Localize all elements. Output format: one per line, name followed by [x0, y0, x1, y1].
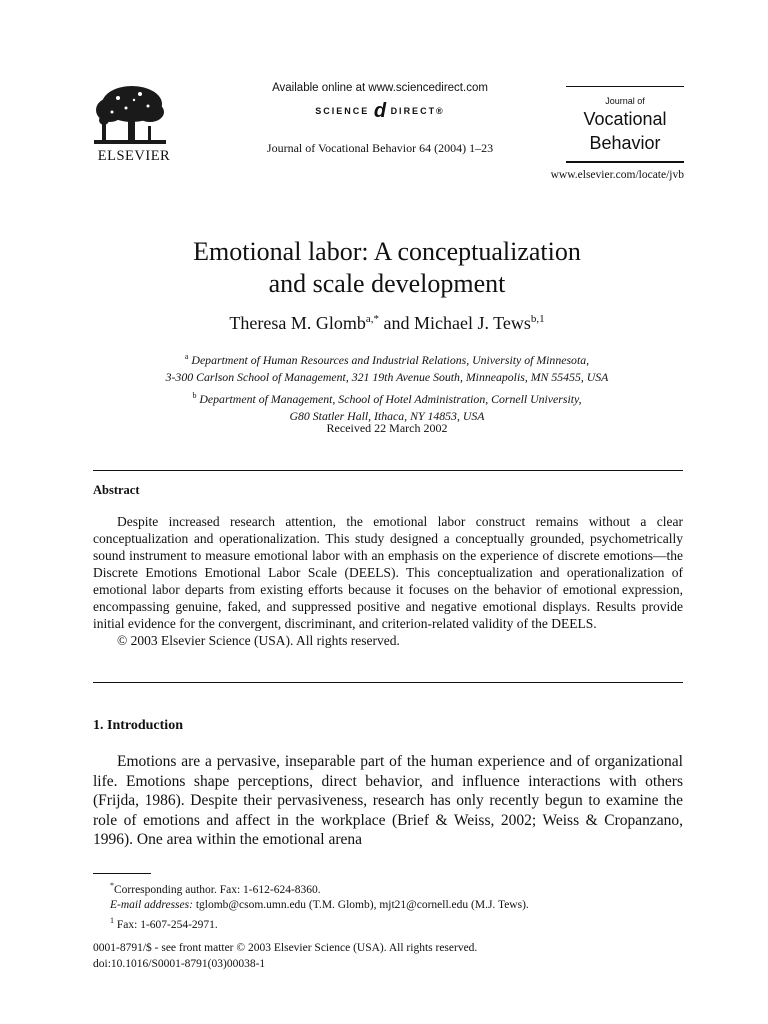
introduction-body	[93, 752, 683, 850]
publisher-name: ELSEVIER	[97, 148, 171, 164]
abstract-heading: Abstract	[93, 483, 140, 497]
affil-b-mark: b	[192, 390, 197, 400]
abstract-body	[93, 513, 683, 649]
journal-url[interactable]: www.elsevier.com/locate/jvb	[550, 169, 684, 181]
journal-box-of: Journal of	[605, 96, 645, 106]
title-line-2: and scale development	[268, 269, 506, 298]
journal-box-line1: Vocational	[583, 109, 667, 129]
footnote-1-mark: 1	[110, 915, 114, 925]
abstract-text: Despite increased research attention, the emotional labor construct remains without a clear conceptualization and operationalization. This study designed a conceptually grounded, psychometrically sound instrument to measure emotional labor with an emphasis on the experience of discrete emotions—the Discrete Emotions Emotional Labor Scale (DEELS). This conceptualization and operationalization of emotional labor departs from existing efforts because it focuses on the behavior of emotional expression, encompassing genuine, faked, and suppressed positive and negative emotional displays. Results provide initial evidence for the convergent, discriminant, and criterion-related validity of the DEELS.	[93, 514, 683, 631]
available-online-text: Available online at www.sciencedirect.com	[272, 82, 488, 94]
footnote-star-mark: *	[110, 881, 114, 890]
abstract-bottom-rule	[93, 682, 683, 683]
affil-a-mark: a	[184, 352, 189, 361]
footnote-email-text[interactable]: tglomb@csom.umn.edu (T.M. Glomb), mjt21@cornell.edu (M.J. Tews).	[195, 898, 529, 911]
affiliations	[90, 348, 684, 426]
footnote-email-label: E-mail addresses:	[110, 898, 193, 911]
affil-b-line1: Department of Management, School of Hotel Administration, Cornell University,	[199, 391, 582, 406]
author-list	[100, 313, 674, 334]
abstract-copyright: © 2003 Elsevier Science (USA). All rights reserved.	[117, 633, 400, 648]
article-title	[100, 236, 674, 300]
issn-line: 0001-8791/$ - see front matter © 2003 Elsevier Science (USA). All rights reserved.	[93, 942, 478, 954]
journal-box-line2: Behavior	[589, 133, 661, 153]
footnote-corresponding: Corresponding author. Fax: 1-612-624-8360.	[114, 883, 321, 896]
footnotes	[110, 878, 670, 933]
doi-line[interactable]: doi:10.1016/S0001-8791(03)00038-1	[93, 958, 266, 970]
bottom-info	[93, 940, 477, 972]
author-2: Michael J. Tews	[413, 313, 531, 333]
author-1: Theresa M. Glomb	[229, 313, 366, 333]
sciencedirect-logo	[200, 100, 560, 123]
journal-title-box	[566, 86, 684, 163]
section-heading-introduction: 1. Introduction	[93, 718, 183, 733]
affil-a-line1: Department of Human Resources and Industrial Relations, University of Minnesota,	[191, 352, 590, 367]
abstract-top-rule	[93, 470, 683, 471]
introduction-text: Emotions are a pervasive, inseparable part of the human experience and of organizational life. Emotions shape perceptions, direct behavior, and influence interactions with others (Frijda, 1986). Despite their pervasiveness, research has only recently begun to examine the role of emotions and affect in the workplace (Brief & Weiss, 2002; Weiss & Cropanzano, 1996). One area within the emotional arena	[93, 753, 683, 848]
footnote-fax: Fax: 1-607-254-2971.	[116, 918, 218, 931]
sd-at-icon: d	[373, 100, 387, 122]
sd-right-text: DIRECT®	[390, 106, 445, 116]
received-date: Received 22 March 2002	[326, 421, 448, 435]
affil-b-line2: G80 Statler Hall, Ithaca, NY 14853, USA	[289, 409, 485, 424]
footnote-rule	[93, 873, 151, 874]
affil-a-line2: 3-300 Carlson School of Management, 321 19th Avenue South, Minneapolis, MN 55455, USA	[165, 370, 609, 385]
journal-citation: Journal of Vocational Behavior 64 (2004) 1–23	[266, 141, 494, 155]
header-center	[200, 82, 560, 156]
title-line-1: Emotional labor: A conceptualization	[193, 237, 581, 266]
sd-left-text: SCIENCE	[315, 106, 370, 116]
author-1-sup: a,*	[365, 313, 379, 325]
author-2-sup: b,1	[530, 313, 545, 325]
author-join: and	[378, 313, 414, 333]
